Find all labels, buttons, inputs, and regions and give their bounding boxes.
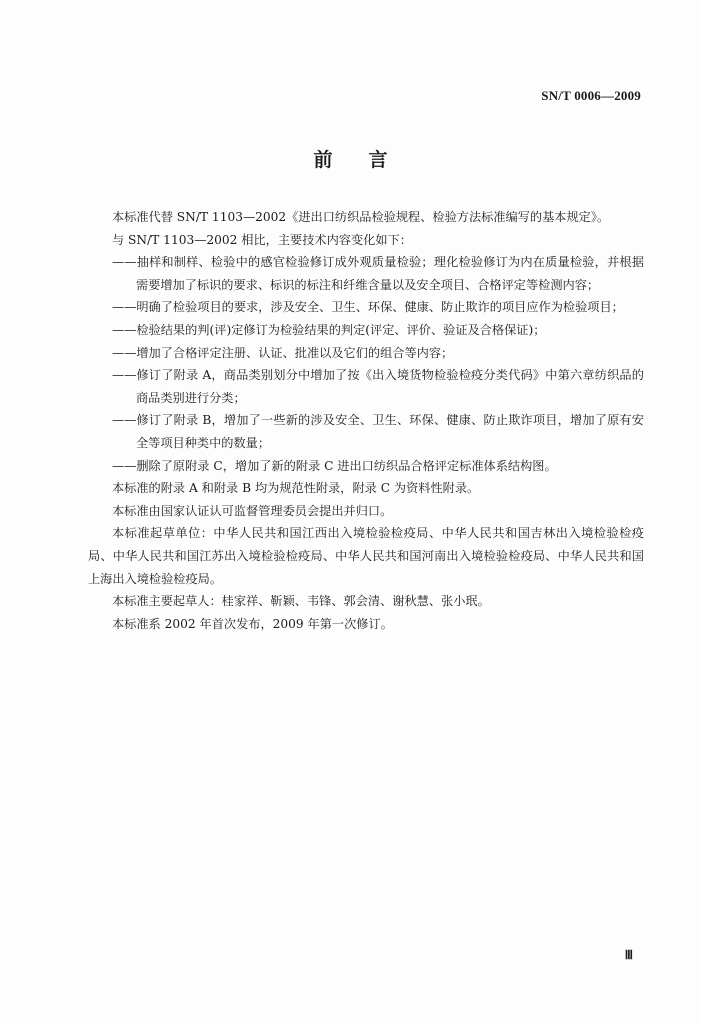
page-number: Ⅲ <box>624 948 633 962</box>
paragraph-drafting-units: 本标准起草单位：中华人民共和国江西出入境检验检疫局、中华人民共和国吉林出入境检验检疫局、中华人民共和国江苏出入境检验检疫局、中华人民共和国河南出入境检验检疫局、中华人民共和国上海出入境检验检疫局。 <box>88 526 644 586</box>
change-item-7: ——删除了原附录 C，增加了新的附录 C 进出口纺织品合格评定标准体系结构图。 <box>112 458 557 473</box>
change-item-3: ——检验结果的判(评)定修订为检验结果的判定(评定、评价、验证及合格保证)； <box>112 322 546 337</box>
paragraph-proposed-by: 本标准由国家认证认可监督管理委员会提出并归口。 <box>112 503 393 518</box>
page-title: 前言 <box>313 149 424 171</box>
paragraph-history: 本标准系 2002 年首次发布，2009 年第一次修订。 <box>112 616 393 631</box>
paragraph-changes-intro: 与 SN/T 1103—2002 相比，主要技术内容变化如下： <box>112 232 412 247</box>
change-item-2: ——明确了检验项目的要求，涉及安全、卫生、环保、健康、防止欺诈的项目应作为检验项目； <box>112 300 624 315</box>
change-item-5: ——修订了附录 A，商品类别划分中增加了按《出入境货物检验检疫分类代码》中第六章纺织品的商品类别进行分类； <box>112 368 644 405</box>
paragraph-annexes: 本标准的附录 A 和附录 B 均为规范性附录，附录 C 为资料性附录。 <box>112 481 480 496</box>
paragraph-replaces: 本标准代替 SN/T 1103—2002《进出口纺织品检验规程、检验方法标准编写的基本规定》。 <box>112 210 610 224</box>
paragraph-drafters: 本标准主要起草人：桂家祥、靳颖、韦锋、郭会清、谢秋慧、张小珉。 <box>112 594 490 609</box>
change-item-4: ——增加了合格评定注册、认证、批准以及它们的组合等内容； <box>112 345 454 360</box>
standard-code-header: SN/T 0006—2009 <box>541 88 641 103</box>
foreword-body <box>88 206 644 635</box>
change-item-6: ——修订了附录 B，增加了一些新的涉及安全、卫生、环保、健康、防止欺诈项目，增加了原有安全等项目种类中的数量； <box>112 413 644 450</box>
change-item-1: ——抽样和制样、检验中的感官检验修订成外观质量检验；理化检验修订为内在质量检验，并根据需要增加了标识的要求、标识的标注和纤维含量以及安全项目、合格评定等检测内容； <box>112 255 644 292</box>
